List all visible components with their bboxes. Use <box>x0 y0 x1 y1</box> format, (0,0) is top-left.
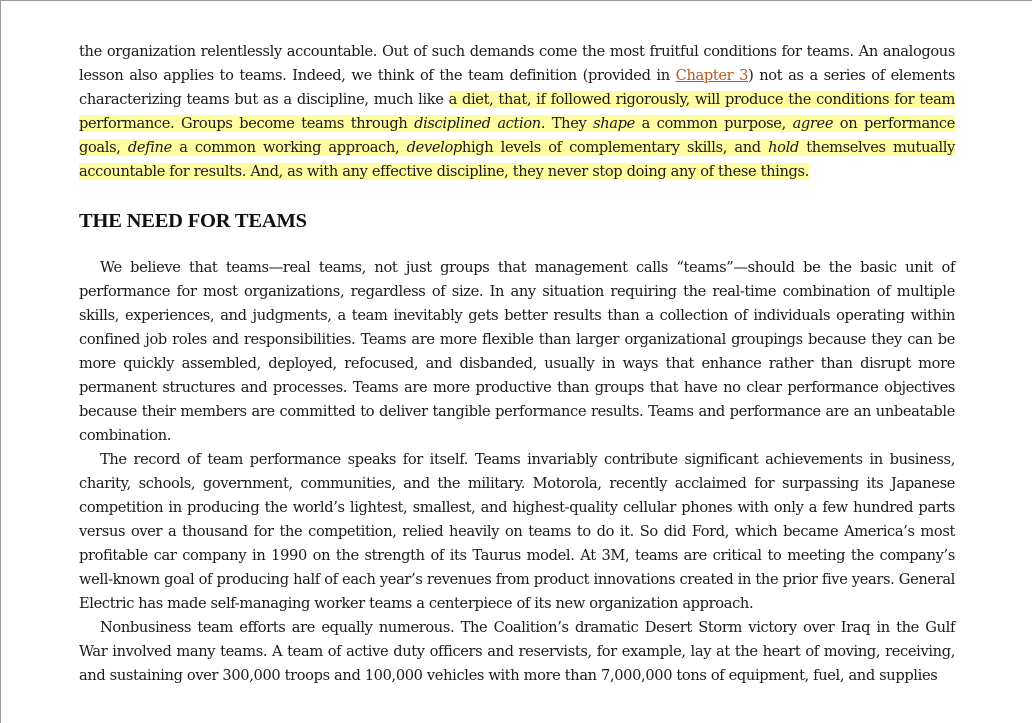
intro-paragraph <box>79 40 955 184</box>
text-run: high levels of complementary skills, and <box>461 139 769 156</box>
document-page <box>79 40 955 688</box>
emphasis: shape <box>593 115 635 132</box>
paragraph-3: Nonbusiness team efforts are equally numerous. The Coalition’s dramatic Desert Storm victory over Iraq in the Gulf War involved many teams. A team of active duty officers and reservists, for example, lay at the heart of moving, receiving, and sustaining over 300,000 troops and 100,000 vehicles with more than 7,000,000 tons of equipment, fuel, and supplies <box>79 619 955 684</box>
text-run: . They <box>540 115 594 132</box>
emphasis: hold <box>768 139 799 156</box>
emphasis: disciplined action <box>414 115 541 132</box>
text-run: on performance goals, <box>79 115 955 156</box>
text-run: the organization relentlessly accountable. Out of such demands come the most fruitful conditions for teams. An analogous lesson also applies to teams. Indeed, we think of the team definition (provided in <box>79 43 955 84</box>
paragraph-1: We believe that teams—real teams, not just groups that management calls “teams”—should be the basic unit of performance for most organizations, regardless of size. In any situation requiring the real-time combination of multiple skills, experiences, and judgments, a team inevitably gets better results than a collection of individuals operating within confined job roles and responsibilities. Teams are more flexible than larger organizational groupings because they can be more quickly assembled, deployed, refocused, and disbanded, usually in ways that enhance rather than disrupt more permanent structures and processes. Teams are more productive than groups that have no clear performance objectives because their members are committed to deliver tangible performance results. Teams and performance are an unbeatable combination. <box>79 259 955 444</box>
section-heading: THE NEED FOR TEAMS <box>79 210 307 232</box>
paragraph-2: The record of team performance speaks for itself. Teams invariably contribute significant achievements in business, charity, schools, government, communities, and the military. Motorola, recently acclaimed for surpassing its Japanese competition in producing the world’s lightest, smallest, and highest-quality cellular phones with only a few hundred parts versus over a thousand for the competition, relied heavily on teams to do it. So did Ford, which became America’s most profitable car company in 1990 on the strength of its Taurus model. At 3M, teams are critical to meeting the company’s well-known goal of producing half of each year’s revenues from product innovations created in the prior five years. General Electric has made self-managing worker teams a centerpiece of its new organization approach. <box>79 451 955 612</box>
chapter-3-link[interactable]: Chapter 3 <box>675 67 749 84</box>
text-run: themselves mutually accountable for results. And, as with any effective discipline, they never stop doing any of these things. <box>79 139 955 180</box>
emphasis: define <box>127 139 172 156</box>
text-run: ) not as a series of elements characterizing teams but as a discipline, much like <box>79 67 955 108</box>
text-run: a diet, that, if followed rigorously, will produce the conditions for team performance. Groups become teams through <box>79 91 955 132</box>
emphasis: agree <box>792 115 834 132</box>
window-left-border <box>0 0 1 723</box>
emphasis: develop <box>406 139 462 156</box>
text-run: a common purpose, <box>634 115 793 132</box>
window-top-border <box>0 0 1032 1</box>
text-run: a common working approach, <box>171 139 407 156</box>
